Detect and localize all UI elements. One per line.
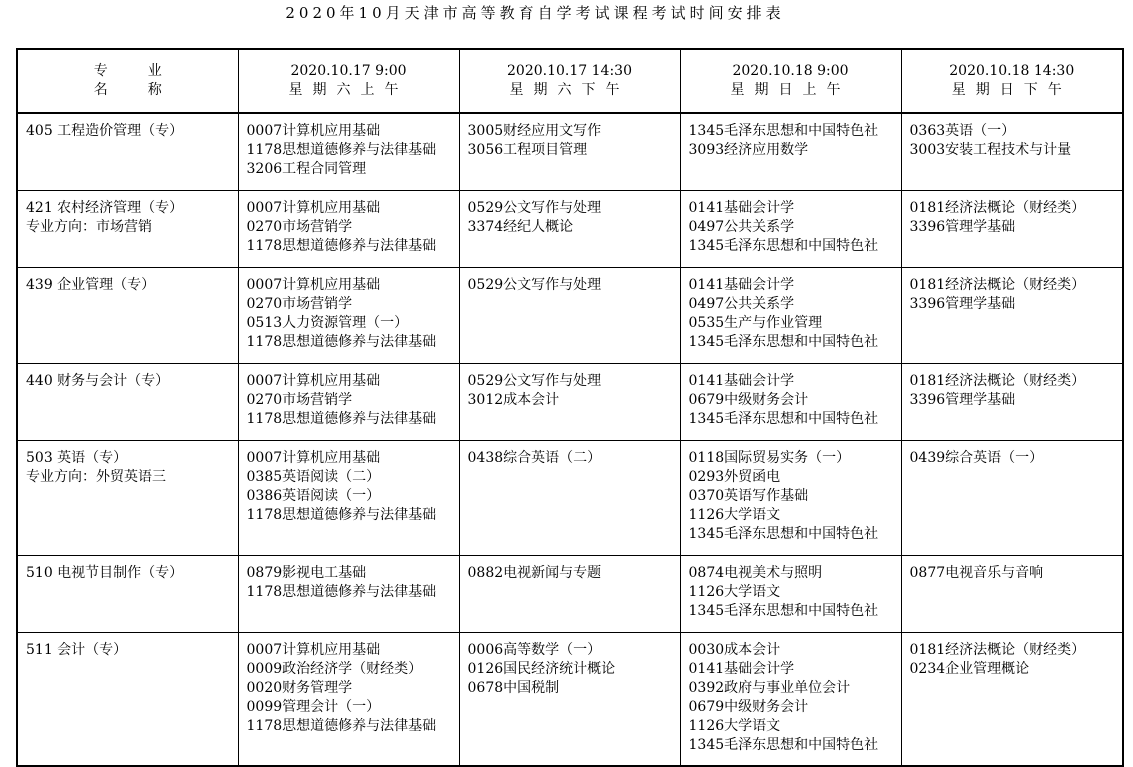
- header-row: [17, 49, 1123, 113]
- course-item: 0270市场营销学: [246, 218, 353, 235]
- course-cell: [901, 113, 1123, 190]
- course-item: 0030成本会计: [688, 641, 781, 658]
- exam-schedule-table: [16, 48, 1124, 767]
- course-cell: [238, 440, 459, 555]
- course-item: 1178思想道德修养与法律基础: [246, 717, 437, 734]
- major-name: 439 企业管理（专）: [26, 276, 156, 293]
- table-row: [17, 440, 1123, 555]
- course-item: 0141基础会计学: [688, 276, 795, 293]
- course-cell: [459, 440, 680, 555]
- course-item: 3206工程合同管理: [246, 161, 367, 177]
- course-item: 1345毛泽东思想和中国特色社: [688, 410, 879, 427]
- course-item: 0181经济法概论（财经类）: [909, 641, 1086, 658]
- course-item: 0529公文写作与处理: [467, 276, 602, 293]
- course-cell: [901, 555, 1123, 632]
- course-cell: [238, 190, 459, 267]
- course-item: 0529公文写作与处理: [467, 372, 602, 389]
- course-item: 1345毛泽东思想和中国特色社: [688, 736, 879, 753]
- course-item: 1345毛泽东思想和中国特色社: [688, 602, 879, 619]
- course-item: 0141基础会计学: [688, 199, 795, 216]
- course-cell: [680, 113, 901, 190]
- header-session-label: 星期六下午: [509, 82, 630, 98]
- table-row: [17, 363, 1123, 440]
- page-title: 2020年10月天津市高等教育自学考试课程考试时间安排表: [285, 4, 785, 22]
- course-item: 0882电视新闻与专题: [467, 564, 602, 581]
- course-cell: [238, 632, 459, 766]
- course-item: 1345毛泽东思想和中国特色社: [688, 525, 879, 542]
- course-item: 0141基础会计学: [688, 372, 795, 389]
- course-item: 0270市场营销学: [246, 295, 353, 312]
- course-cell: [459, 113, 680, 190]
- schedule-body: [17, 113, 1123, 766]
- course-item: 3396管理学基础: [909, 391, 1016, 408]
- course-item: 1178思想道德修养与法律基础: [246, 583, 437, 600]
- course-item: 0497公共关系学: [688, 218, 795, 235]
- header-session-label: 星期日上午: [730, 82, 851, 98]
- course-item: 0679中级财务会计: [688, 391, 809, 408]
- course-cell: [680, 363, 901, 440]
- major-cell: [17, 113, 238, 190]
- header-session-date: 2020.10.18 9:00: [732, 63, 849, 79]
- course-item: 0370英语写作基础: [688, 487, 809, 504]
- course-item: 0879影视电工基础: [246, 564, 367, 581]
- course-cell: [680, 190, 901, 267]
- course-item: 1345毛泽东思想和中国特色社: [688, 123, 879, 139]
- table-row: [17, 267, 1123, 363]
- course-item: 0141基础会计学: [688, 660, 795, 677]
- course-item: 0439综合英语（一）: [909, 449, 1044, 466]
- course-item: 3056工程项目管理: [467, 142, 588, 158]
- course-cell: [680, 440, 901, 555]
- course-item: 0007计算机应用基础: [246, 449, 381, 466]
- course-item: 0678中国税制: [467, 679, 560, 696]
- course-item: 3003安装工程技术与计量: [909, 142, 1072, 158]
- course-item: 0006高等数学（一）: [467, 641, 602, 658]
- course-item: 0234企业管理概论: [909, 660, 1030, 677]
- header-session-label: 星期日下午: [951, 82, 1072, 98]
- major-cell: [17, 363, 238, 440]
- major-cell: [17, 632, 238, 766]
- course-item: 0386英语阅读（一）: [246, 487, 381, 504]
- header-session-2: [459, 49, 680, 113]
- course-item: 1178思想道德修养与法律基础: [246, 506, 437, 523]
- course-item: 0007计算机应用基础: [246, 276, 381, 293]
- course-cell: [238, 363, 459, 440]
- major-name: 405 工程造价管理（专）: [26, 123, 184, 139]
- course-item: 0020财务管理学: [246, 679, 353, 696]
- course-cell: [238, 267, 459, 363]
- course-item: 1178思想道德修养与法律基础: [246, 237, 437, 254]
- course-cell: [459, 190, 680, 267]
- major-name: 专业方向：市场营销: [26, 218, 152, 235]
- header-session-4: [901, 49, 1123, 113]
- header-major-line2: 名称: [93, 82, 202, 98]
- header-session-date: 2020.10.17 9:00: [290, 63, 407, 79]
- major-cell: [17, 190, 238, 267]
- course-item: 0181经济法概论（财经类）: [909, 199, 1086, 216]
- course-item: 0497公共关系学: [688, 295, 795, 312]
- table-row: [17, 113, 1123, 190]
- course-item: 0392政府与事业单位会计: [688, 679, 851, 696]
- major-cell: [17, 555, 238, 632]
- course-item: 0535生产与作业管理: [688, 314, 823, 331]
- header-session-3: [680, 49, 901, 113]
- course-item: 0126国民经济统计概论: [467, 660, 616, 677]
- major-name: 专业方向：外贸英语三: [26, 468, 166, 485]
- table-row: [17, 190, 1123, 267]
- major-name: 510 电视节目制作（专）: [26, 564, 184, 581]
- course-cell: [680, 632, 901, 766]
- course-cell: [238, 113, 459, 190]
- course-item: 1178思想道德修养与法律基础: [246, 333, 437, 350]
- header-session-date: 2020.10.18 14:30: [949, 63, 1075, 79]
- course-item: 3396管理学基础: [909, 295, 1016, 312]
- course-cell: [459, 267, 680, 363]
- course-item: 0874电视美术与照明: [688, 564, 823, 581]
- course-item: 0099管理会计（一）: [246, 698, 381, 715]
- course-item: 0363英语（一）: [909, 123, 1016, 139]
- course-item: 3012成本会计: [467, 391, 560, 408]
- major-cell: [17, 267, 238, 363]
- course-item: 0529公文写作与处理: [467, 199, 602, 216]
- header-session-label: 星期六上午: [288, 82, 409, 98]
- course-item: 0877电视音乐与音响: [909, 564, 1044, 581]
- course-item: 1126大学语文: [688, 583, 781, 600]
- course-item: 1126大学语文: [688, 506, 781, 523]
- course-item: 0270市场营销学: [246, 391, 353, 408]
- major-name: 440 财务与会计（专）: [26, 372, 170, 389]
- header-session-date: 2020.10.17 14:30: [507, 63, 632, 79]
- course-item: 0009政治经济学（财经类）: [246, 660, 423, 677]
- course-cell: [901, 190, 1123, 267]
- course-item: 0181经济法概论（财经类）: [909, 372, 1086, 389]
- table-row: [17, 555, 1123, 632]
- course-item: 0293外贸函电: [688, 468, 781, 485]
- header-session-1: [238, 49, 459, 113]
- course-cell: [680, 267, 901, 363]
- course-cell: [459, 632, 680, 766]
- major-cell: [17, 440, 238, 555]
- course-item: 1345毛泽东思想和中国特色社: [688, 333, 879, 350]
- course-cell: [901, 363, 1123, 440]
- course-item: 0385英语阅读（二）: [246, 468, 381, 485]
- course-item: 0007计算机应用基础: [246, 372, 381, 389]
- course-item: 3396管理学基础: [909, 218, 1016, 235]
- course-cell: [901, 440, 1123, 555]
- course-item: 3374经纪人概论: [467, 218, 574, 235]
- course-item: 0007计算机应用基础: [246, 641, 381, 658]
- course-item: 1345毛泽东思想和中国特色社: [688, 237, 879, 254]
- course-item: 1178思想道德修养与法律基础: [246, 142, 437, 158]
- major-name: 421 农村经济管理（专）: [26, 199, 184, 216]
- course-item: 0438综合英语（二）: [467, 449, 602, 466]
- course-item: 1178思想道德修养与法律基础: [246, 410, 437, 427]
- course-item: 0181经济法概论（财经类）: [909, 276, 1086, 293]
- course-cell: [901, 267, 1123, 363]
- course-item: 3093经济应用数学: [688, 142, 809, 158]
- course-item: 0679中级财务会计: [688, 698, 809, 715]
- course-cell: [680, 555, 901, 632]
- course-item: 0007计算机应用基础: [246, 123, 381, 139]
- course-item: 3005财经应用文写作: [467, 123, 602, 139]
- course-item: 0007计算机应用基础: [246, 199, 381, 216]
- header-major-line1: 专业: [93, 63, 202, 79]
- course-cell: [901, 632, 1123, 766]
- course-item: 0513人力资源管理（一）: [246, 314, 409, 331]
- course-cell: [238, 555, 459, 632]
- course-cell: [459, 363, 680, 440]
- course-cell: [459, 555, 680, 632]
- major-name: 503 英语（专）: [26, 449, 128, 466]
- course-item: 1126大学语文: [688, 717, 781, 734]
- header-major: [17, 49, 238, 113]
- course-item: 0118国际贸易实务（一）: [688, 449, 851, 466]
- major-name: 511 会计（专）: [26, 641, 128, 658]
- table-row: [17, 632, 1123, 766]
